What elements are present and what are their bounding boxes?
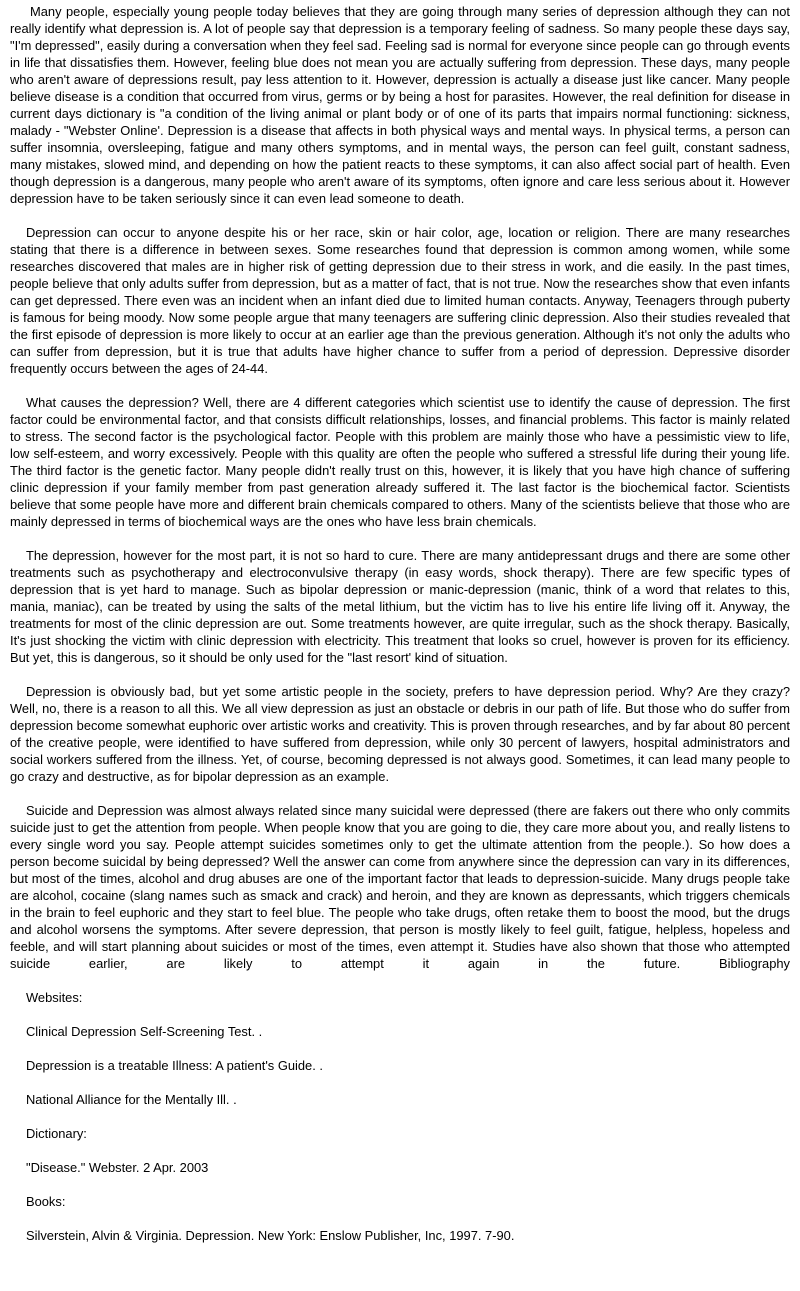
bibliography-entry: Silverstein, Alvin & Virginia. Depression. New York: Enslow Publisher, Inc, 1997. 7-90. [26,1228,515,1243]
bibliography-entry: Clinical Depression Self-Screening Test. . [26,1024,263,1039]
bibliography-heading-dictionary: Dictionary: [26,1126,87,1141]
bibliography-heading-websites: Websites: [26,990,83,1005]
bibliography-heading-books: Books: [26,1194,66,1209]
bibliography-entry: "Disease." Webster. 2 Apr. 2003 [26,1160,209,1175]
paragraph-who-gets-depression: Depression can occur to anyone despite his or her race, skin or hair color, age, location or religion. There are many researches stating that there is a difference in between sexes. Some researches found that depression is common among women, while some researches discovered that males are in higher risk of getting depression due to their stress in work, and die easily. In the past times, people believe that only adults suffer from depression, but as a matter of fact, that is not true. Now the researches show that even infants can get depressed. There even was an incident when an infant died due to limited human contacts. Anyway, Teenagers through puberty is famous for being moody. Now some people argue that many teenagers are suffering clinic depression. Also their studies revealed that the first episode of depression is more likely to occur at an earlier age than the previous generation. Although it's not only the adults who can suffer from depression, but it is true that adults have higher chance to suffer from a period of depression. Depressive disorder frequently occurs between the ages of 24-44. [10,225,790,376]
paragraph-suicide: Suicide and Depression was almost always related since many suicidal were depressed (there are fakers out there who only commits suicide just to get the attention from people. When people know that you are going to die, they care more about you, and really listens to every single word you say. People attempt suicides sometimes only to get the ultimate attention from the people.). So how does a person become suicidal by being depressed? Well the answer can come from anywhere since the depression can vary in its differences, but most of the times, alcohol and drug abuses are one of the important factor that leads to depression-suicide. Many drugs people take are alcohol, cocaine (slang names such as smack and crack) and heroin, and they are known as depressants, which triggers chemicals in the brain to feel euphoric and they start to feel blue. The people who take drugs, often retake them to boost the mood, but the drugs and alcohol worsens the symptoms. After severe depression, that person is mostly likely to feel guilt, fatigue, helpless, hopeless and feeble, and will start planning about suicides or most of the times, even attempt it. Studies have also shown that those who attempted suicide earlier, are likely to attempt it again in the future. Bibliography [10,803,790,971]
paragraph-definition: Many people, especially young people today believes that they are going through many series of depression although they can not really identify what depression is. A lot of people say that depression is a temporary feeling of sadness. So many people these days say, "I'm depressed", easily during a conversation when they feel sad. Feeling sad is normal for everyone since people can go through events in life that dissatisfies them. However, feeling blue does not mean you are actually suffering from depression. These days, many people who aren't aware of depressions result, pay less attention to it. However, depression is actually a disease just like cancer. Many people believe disease is a condition that occurred from virus, germs or by being a host for parasites. However, the real definition for disease in current days dictionary is "a condition of the living animal or plant body or of one of its parts that impairs normal functioning: sickness, malady - "Webster Online'. Depression is a disease that affects in both physical ways and mental ways. In physical terms, a person can suffer insomnia, oversleeping, fatigue and many others symptoms, and in mental ways, the person can feel guilt, constant sadness, many mistakes, slowed mind, and depending on how the patient reacts to these symptoms, it can also affect social part of health. Even though depression is a dangerous, many people who aren't aware of its symptoms, often ignore and care less serious about it. However depression have to be taken seriously since it can even lead someone to death. [10,4,790,206]
bibliography-entry: National Alliance for the Mentally Ill. . [26,1092,237,1107]
paragraph-treatment: The depression, however for the most part, it is not so hard to cure. There are many antidepressant drugs and there are some other treatments such as psychotherapy and electroconvulsive therapy (in easy words, shock therapy). There are few specific types of depression that is yet hard to manage. Such as bipolar depression or manic-depression (manic, think of a word that relates to this, mania, maniac), can be treated by using the salts of the metal lithium, but the victim has to live his entire life living off it. Anyway, the treatments for most of the clinic depression are out. Some treatments however, are quite irregular, such as the shock therapy. Basically, It's just shocking the victim with clinic depression with electricity. This treatment that looks so cruel, however is proven for its efficiency. But yet, this is dangerous, so it should be only used for the "last resort' kind of situation. [10,548,790,665]
bibliography-entry: Depression is a treatable Illness: A patient's Guide. . [26,1058,323,1073]
paragraph-creativity: Depression is obviously bad, but yet some artistic people in the society, prefers to have depression period. Why? Are they crazy? Well, no, there is a reason to all this. We all view depression as just an obstacle or debris in our path of life. But those who do suffer from depression become somewhat euphoric over artistic works and creativity. This is proven through researches, and by far about 80 percent of the creative people, were identified to have suffered from depression, while only 30 percent of lawyers, hospital administrators and social workers suffered from the illness. Yet, of course, becoming depressed is not always good. Sometimes, it can lead many people to go crazy and destructive, as for bipolar depression as an example. [10,684,790,784]
paragraph-causes: What causes the depression? Well, there are 4 different categories which scientist use to identify the cause of depression. The first factor could be environmental factor, and that consists difficult relationships, losses, and financial problems. This factor is mainly related to stress. The second factor is the psychological factor. People with this problem are mainly those who have a pessimistic view to life, low self-esteem, and worry excessively. People with this quality are often the people who suffered a stressful life during their young life. The third factor is the genetic factor. Many people didn't really trust on this, however, it is likely that you have high chance of suffering clinic depression if your family member from past generation already suffered it. The last factor is the biochemical factor. Scientists believe that some people have more and different brain chemicals compared to others. Many of the scientists believe that those who are mainly depressed in terms of biochemical ways are the ones who have less brain chemicals. [10,395,790,529]
